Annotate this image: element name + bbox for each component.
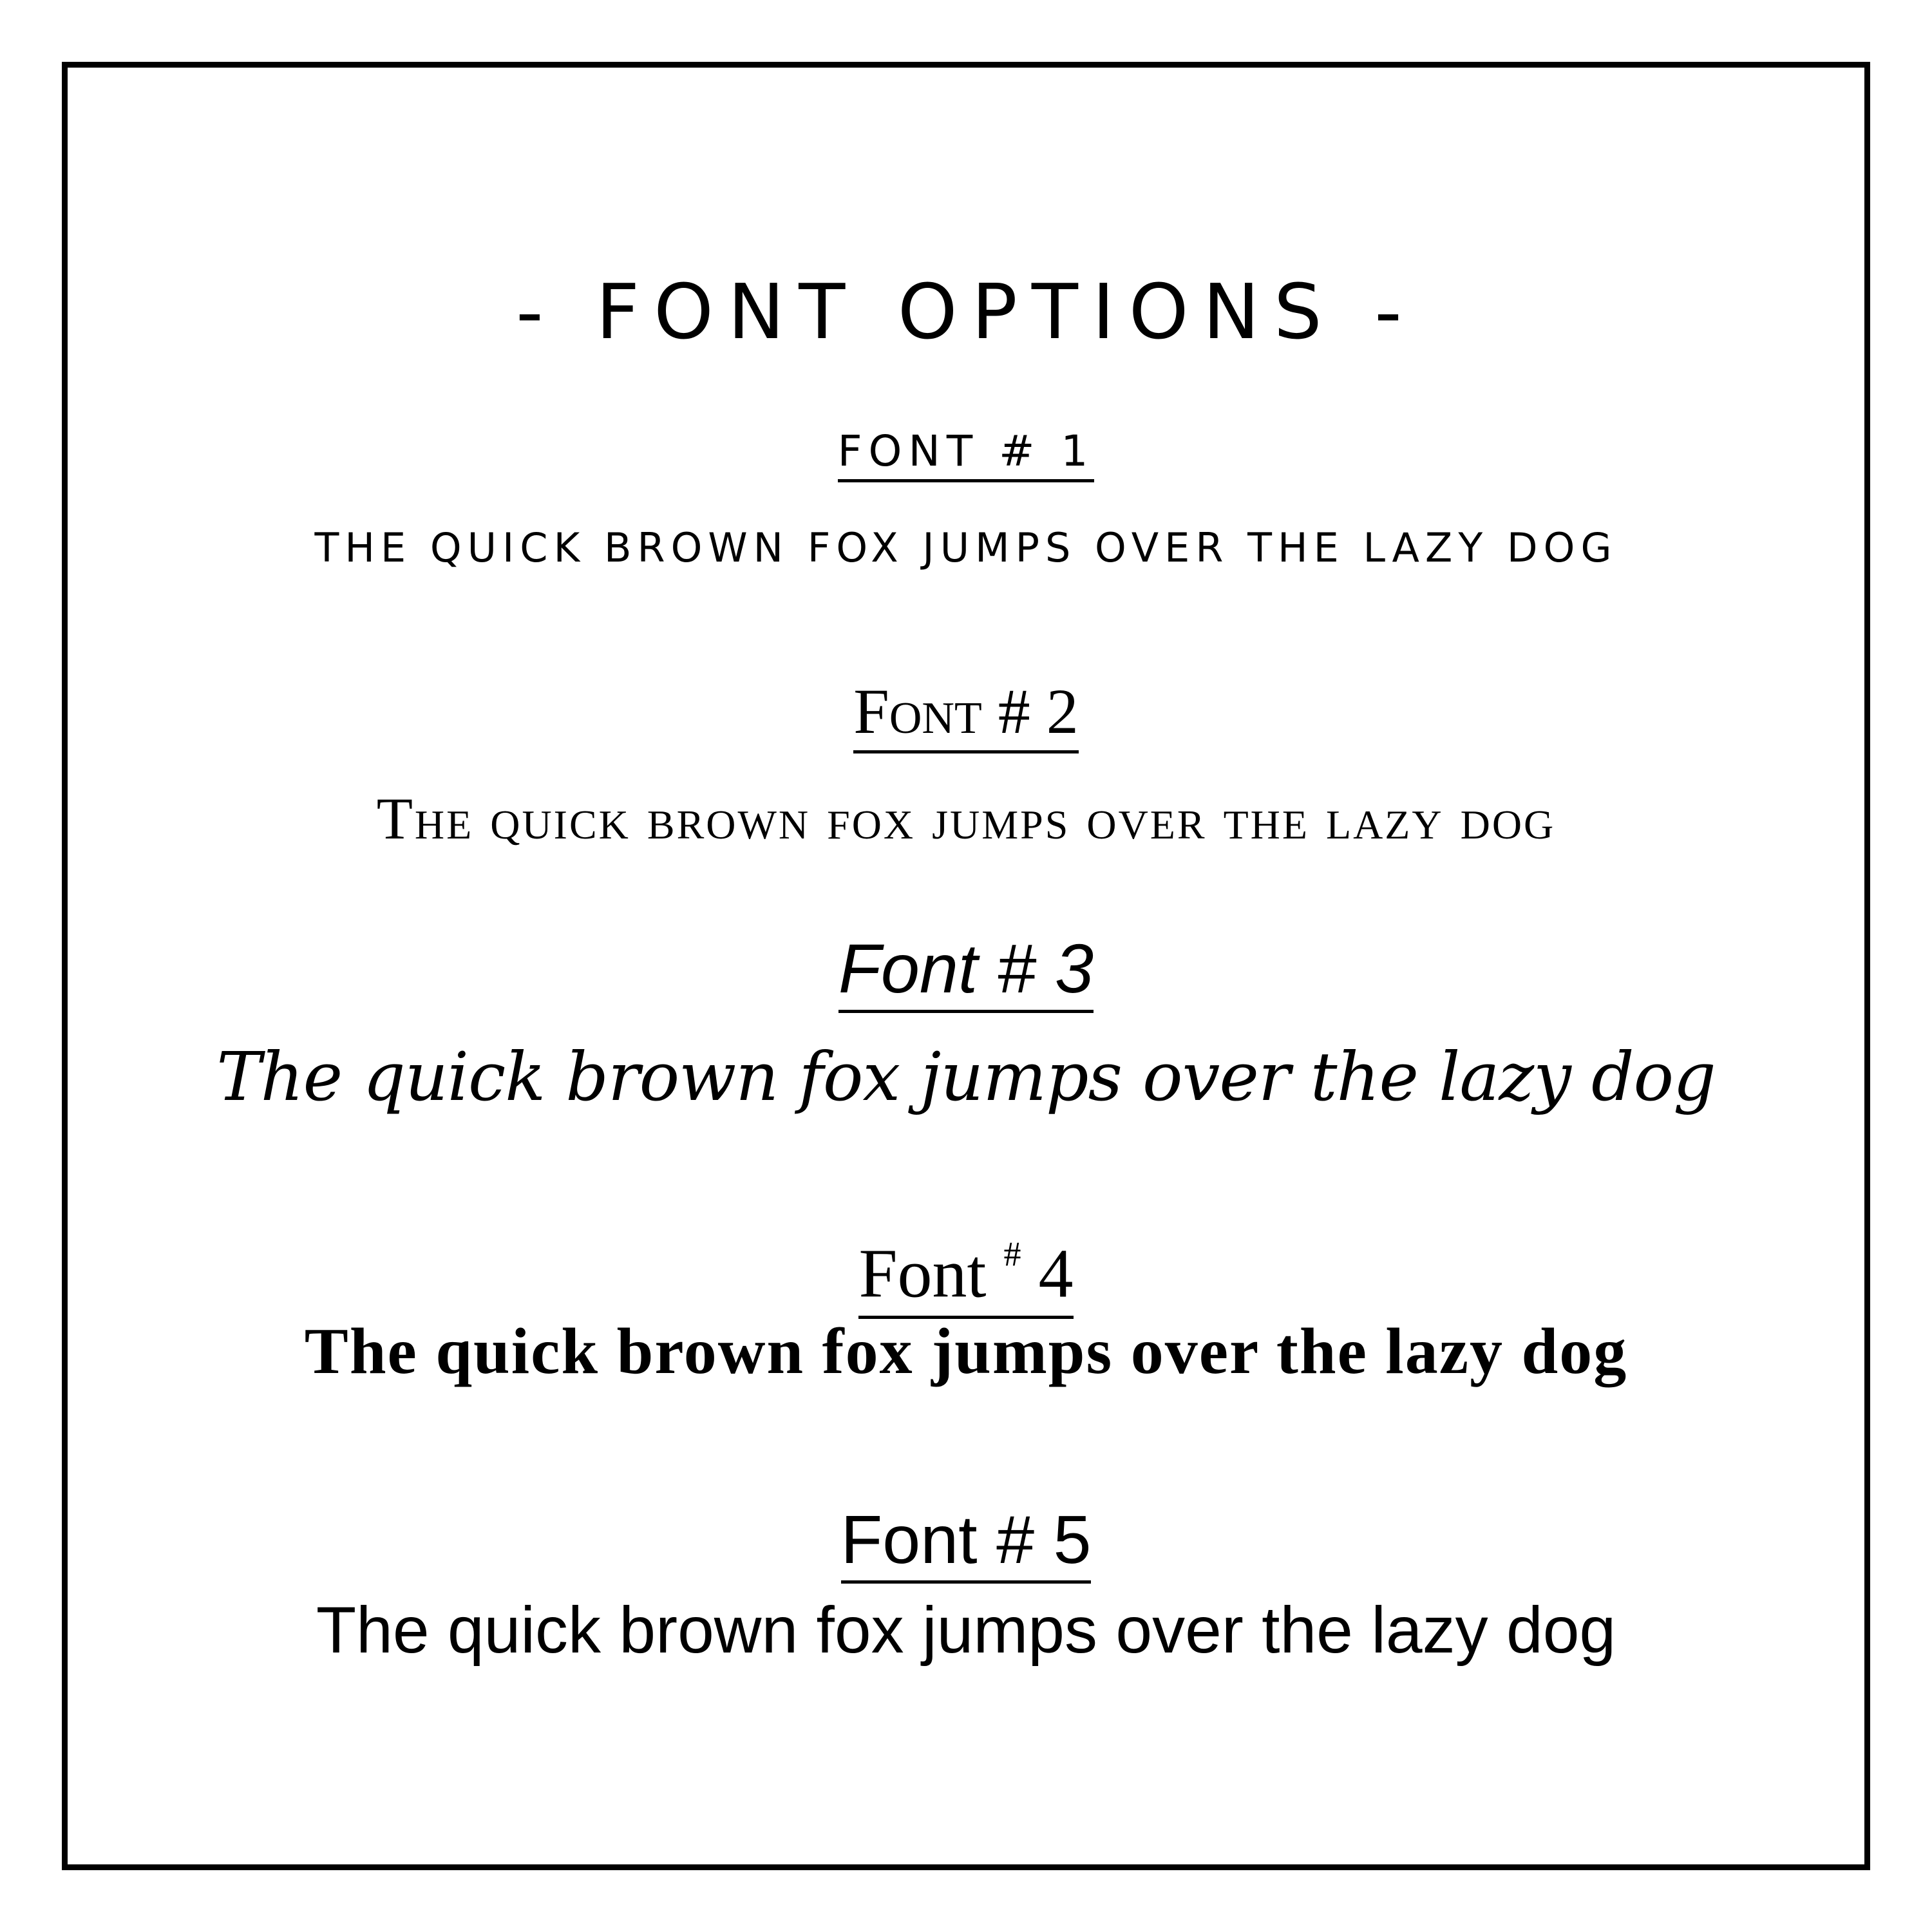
font-4-heading-number: 4 xyxy=(1038,1235,1074,1312)
font-1-heading: FONT # 1 xyxy=(838,430,1095,482)
font-4-heading xyxy=(858,1236,1073,1319)
page-title: - FONT OPTIONS - xyxy=(516,267,1416,356)
font-4-heading-hash: # xyxy=(1003,1235,1021,1273)
font-2-heading: Font # 2 xyxy=(853,679,1078,753)
font-1-heading-row xyxy=(0,426,1932,482)
font-5-heading: Font # 5 xyxy=(841,1506,1092,1584)
font-4-heading-row xyxy=(0,1236,1932,1319)
font-3-heading: Font # 3 xyxy=(838,934,1094,1013)
font-5-heading-row xyxy=(0,1502,1932,1584)
font-3-heading-row xyxy=(0,929,1932,1013)
font-3-sample: The quick brown fox jumps over the lazy dog xyxy=(216,1037,1716,1116)
font-1-sample: THE QUICK BROWN FOX JUMPS OVER THE LAZY DOG xyxy=(314,524,1618,571)
font-5-sample: The quick brown fox jumps over the lazy dog xyxy=(316,1593,1616,1667)
font-2-heading-row xyxy=(0,676,1932,753)
font-2-sample: The quick brown fox jumps over the lazy dog xyxy=(376,786,1556,851)
font-4-sample: The quick brown fox jumps over the lazy dog xyxy=(304,1315,1628,1388)
font-4-heading-word: Font xyxy=(858,1235,987,1312)
